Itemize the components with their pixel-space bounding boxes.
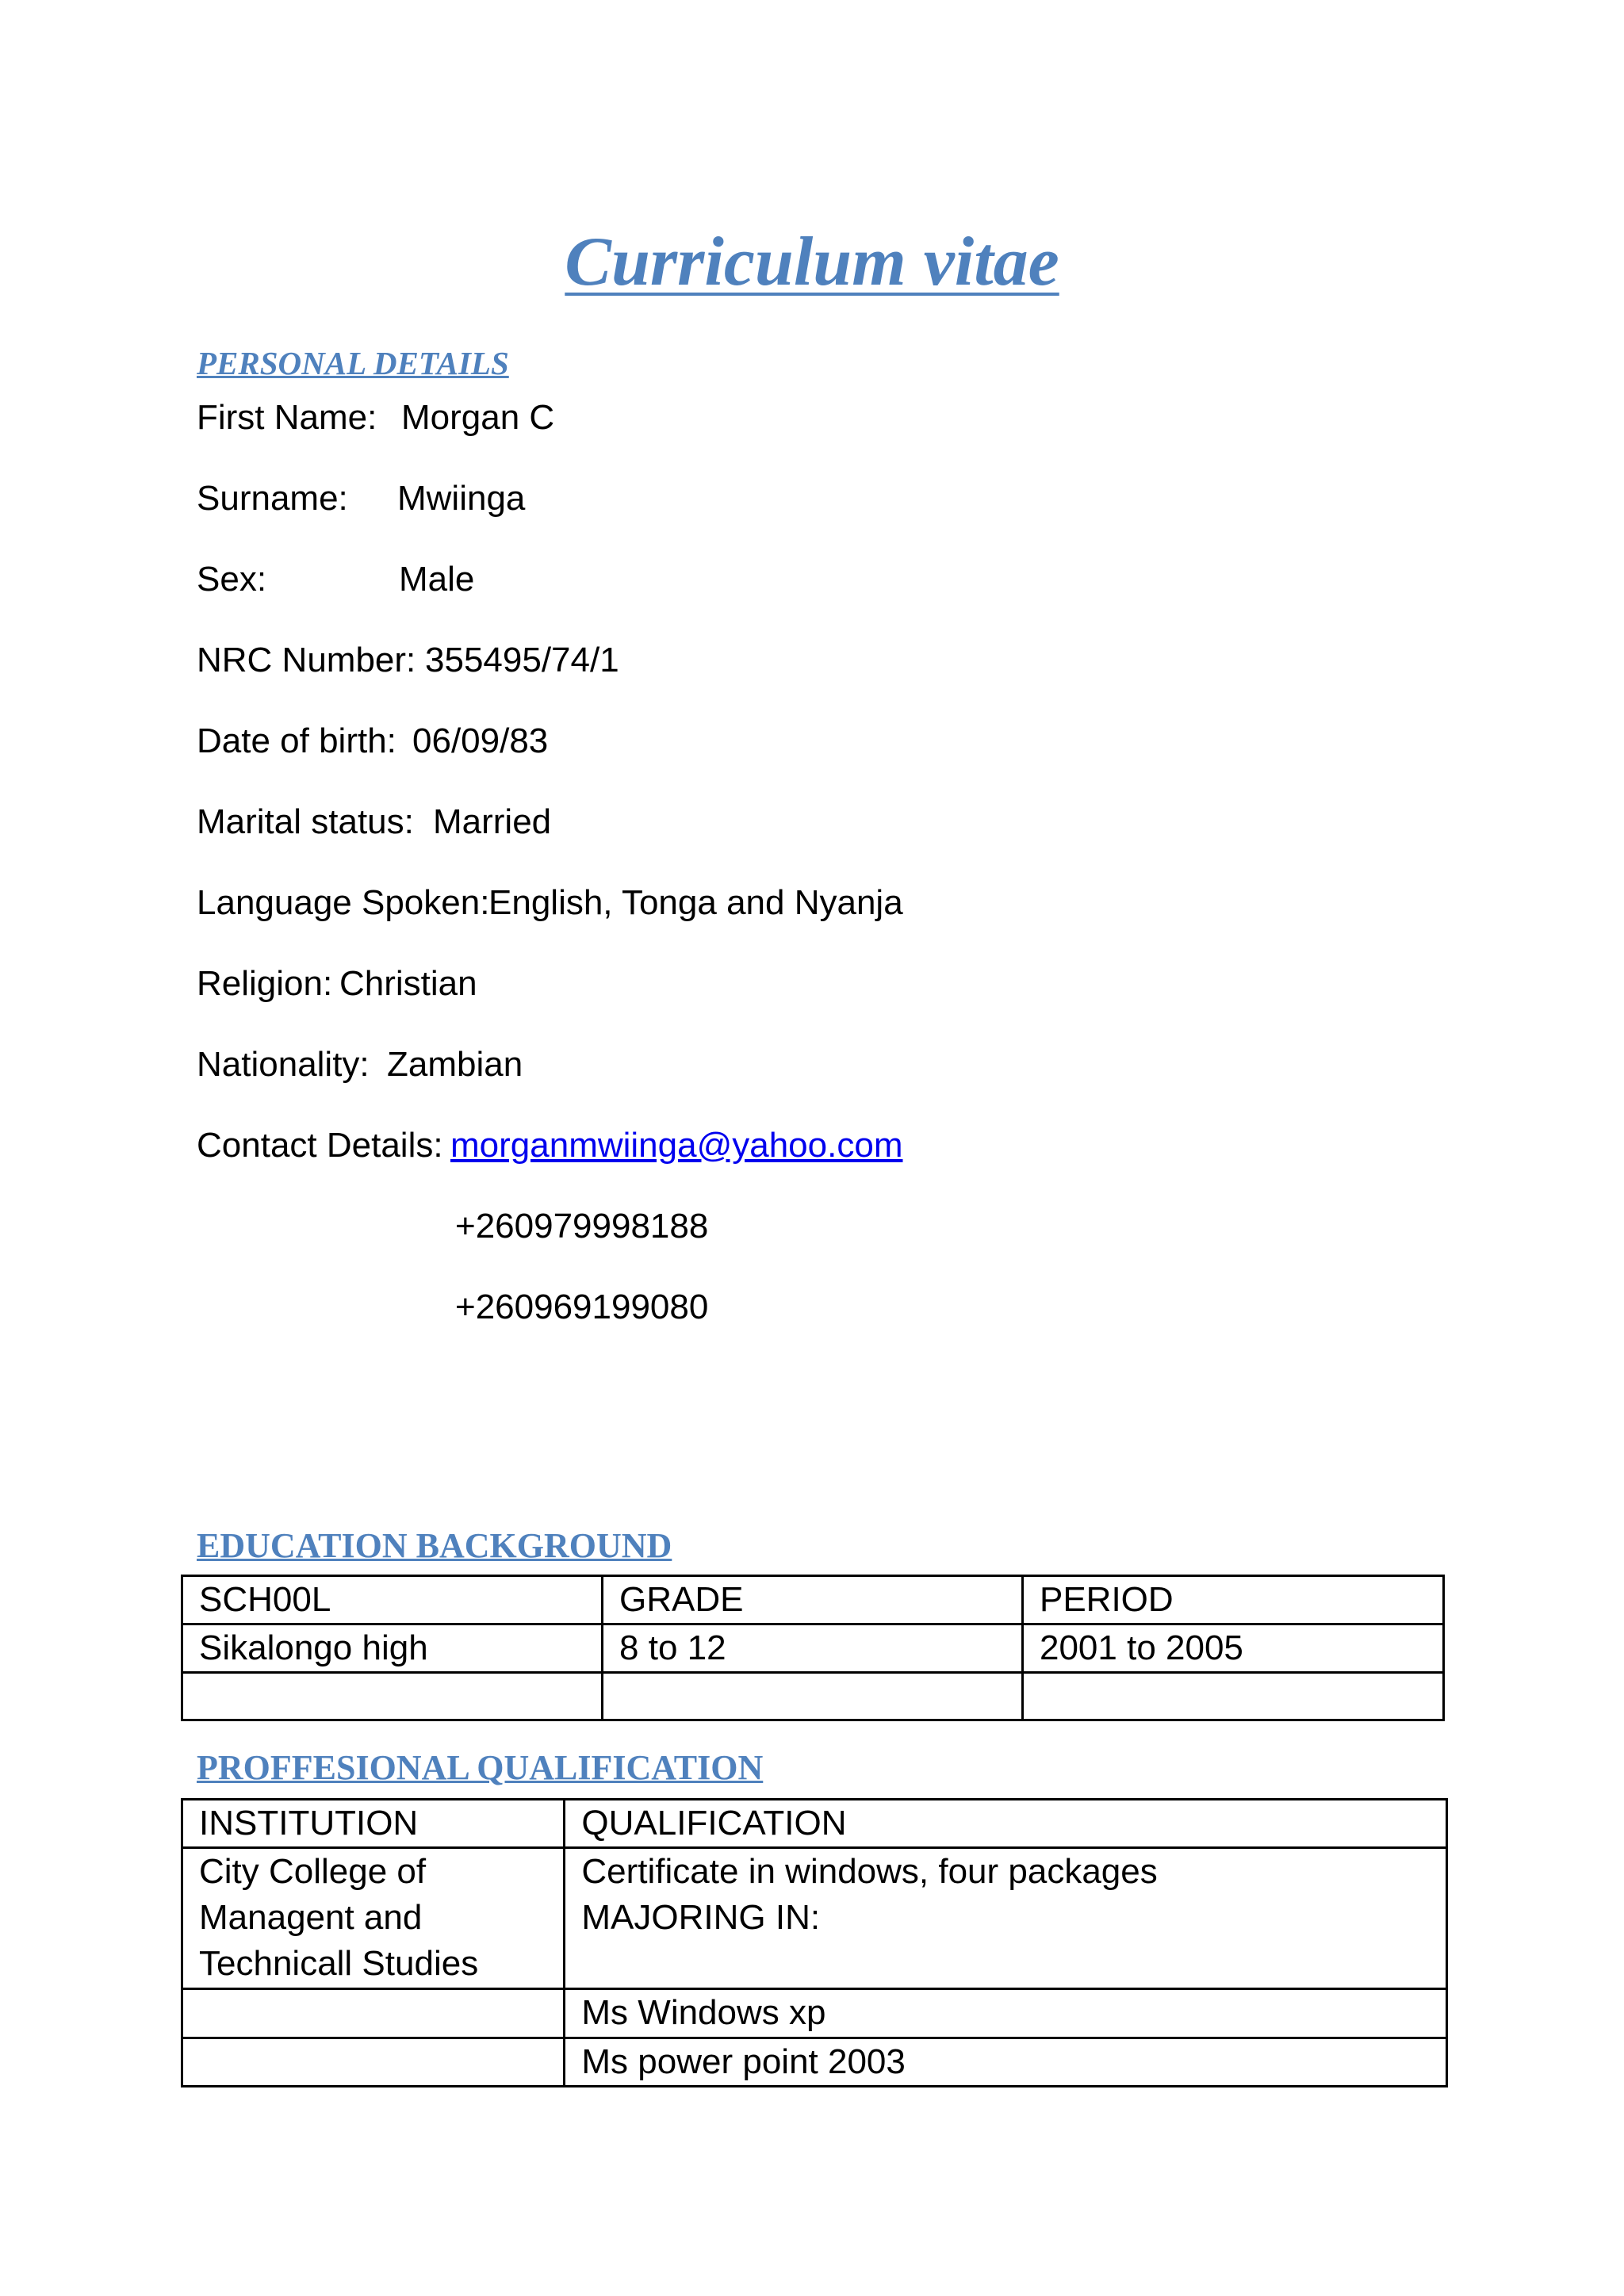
personal-details-heading: PERSONAL DETAILS	[197, 345, 509, 381]
table-row	[182, 1848, 1447, 1989]
table-row	[182, 1673, 1444, 1720]
qualification-header: QUALIFICATION	[565, 1800, 1447, 1848]
institution-line: City College of	[199, 1852, 427, 1891]
institution-cell	[182, 1848, 565, 1989]
grade-header: GRADE	[603, 1576, 1023, 1624]
religion-row	[197, 964, 477, 1004]
surname-label: Surname:	[197, 479, 348, 518]
email-link[interactable]: morganmwiinga@yahoo.com	[450, 1126, 903, 1165]
table-cell	[182, 1989, 565, 2038]
contact-label: Contact Details:	[197, 1126, 443, 1165]
language-row	[197, 883, 903, 923]
institution-line: Technicall Studies	[199, 1944, 479, 1983]
first-name-row	[197, 398, 554, 438]
education-heading: EDUCATION BACKGROUND	[197, 1526, 672, 1565]
marital-value: Married	[433, 802, 552, 841]
nationality-label: Nationality:	[197, 1045, 370, 1084]
language-value: English, Tonga and Nyanja	[488, 883, 903, 922]
surname-row	[197, 479, 525, 519]
surname-value: Mwiinga	[397, 479, 526, 518]
table-cell: Ms power point 2003	[565, 2038, 1447, 2087]
period-header: PERIOD	[1022, 1576, 1443, 1624]
table-row	[182, 1624, 1444, 1673]
table-header-row	[182, 1800, 1447, 1848]
table-header-row	[182, 1576, 1444, 1624]
education-table	[181, 1575, 1445, 1721]
dob-row	[197, 721, 548, 761]
nrc-row	[197, 641, 619, 680]
language-label: Language Spoken:	[197, 883, 490, 922]
table-row	[182, 2038, 1447, 2087]
institution-line: Managent and	[199, 1898, 423, 1937]
first-name-label: First Name:	[197, 398, 377, 437]
table-row	[182, 1989, 1447, 2038]
table-cell: 8 to 12	[603, 1624, 1023, 1673]
first-name-value: Morgan C	[401, 398, 555, 437]
qualification-line: MAJORING IN:	[581, 1898, 821, 1937]
contact-row	[197, 1126, 902, 1165]
nrc-label: NRC Number:	[197, 641, 416, 679]
qualification-cell	[565, 1848, 1447, 1989]
sex-row	[197, 560, 474, 599]
school-header: SCH00L	[182, 1576, 603, 1624]
religion-label: Religion:	[197, 964, 333, 1003]
marital-label: Marital status:	[197, 802, 414, 841]
dob-label: Date of birth:	[197, 721, 396, 760]
dob-value: 06/09/83	[412, 721, 549, 760]
professional-table	[181, 1798, 1448, 2087]
table-cell	[1022, 1673, 1443, 1720]
table-cell	[182, 1673, 603, 1720]
table-cell	[603, 1673, 1023, 1720]
institution-header: INSTITUTION	[182, 1800, 565, 1848]
nationality-row	[197, 1045, 523, 1085]
table-cell: Ms Windows xp	[565, 1989, 1447, 2038]
phone-2: +260969199080	[455, 1288, 709, 1326]
marital-row	[197, 802, 551, 842]
document-title: Curriculum vitae	[565, 224, 1059, 300]
phone-1: +260979998188	[455, 1207, 709, 1246]
table-cell	[182, 2038, 565, 2087]
qualification-line: Certificate in windows, four packages	[581, 1852, 1158, 1891]
sex-value: Male	[399, 560, 475, 599]
nrc-value: 355495/74/1	[425, 641, 619, 679]
table-cell: 2001 to 2005	[1022, 1624, 1443, 1673]
professional-heading: PROFFESIONAL QUALIFICATION	[197, 1748, 764, 1787]
table-cell: Sikalongo high	[182, 1624, 603, 1673]
religion-value: Christian	[339, 964, 477, 1003]
sex-label: Sex:	[197, 560, 267, 599]
nationality-value: Zambian	[387, 1045, 523, 1084]
